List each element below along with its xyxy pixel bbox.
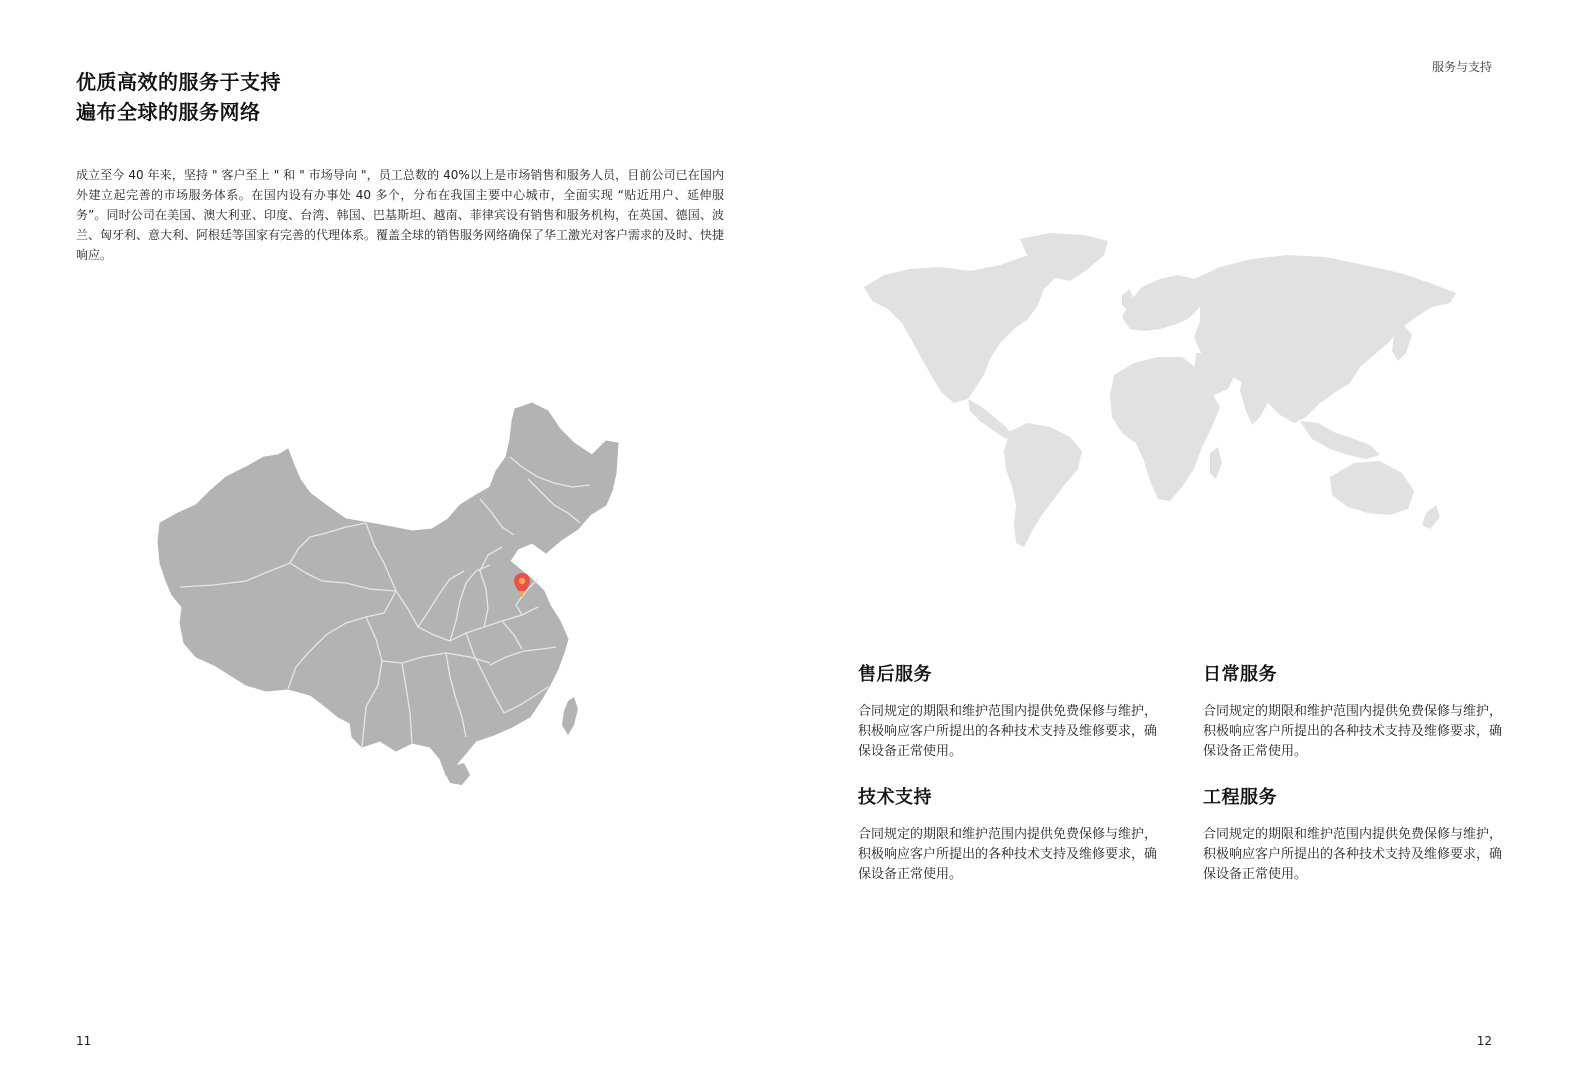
world-map bbox=[860, 225, 1460, 555]
service-title: 工程服务 bbox=[1203, 787, 1277, 808]
china-map bbox=[150, 395, 620, 790]
southeast-asia bbox=[1300, 421, 1380, 459]
europe bbox=[1122, 275, 1204, 331]
taiwan-outline bbox=[562, 697, 578, 735]
service-description: 合同规定的期限和维护范围内提供免费保修与维护，积极响应客户所提出的各种技术支持及维修要求，确保设备正常使用。 bbox=[858, 827, 1158, 882]
page-number-left: 11 bbox=[76, 1034, 92, 1048]
service-description: 合同规定的期限和维护范围内提供免费保修与维护，积极响应客户所提出的各种技术支持及维修要求，确保设备正常使用。 bbox=[1203, 827, 1503, 882]
world-landmasses bbox=[864, 233, 1456, 547]
australia bbox=[1330, 461, 1414, 515]
service-description: 合同规定的期限和维护范围内提供免费保修与维护，积极响应客户所提出的各种技术支持及维修要求，确保设备正常使用。 bbox=[1203, 704, 1503, 759]
service-card-after-sales bbox=[858, 662, 1158, 762]
north-america bbox=[864, 249, 1066, 403]
page-title-line-2: 遍布全球的服务网络 bbox=[76, 100, 261, 124]
page-number-right: 12 bbox=[1476, 1034, 1492, 1048]
intro-paragraph: 成立至今 40 年来，坚持 " 客户至上 " 和 " 市场导向 "，员工总数的 40%以上是市场销售和服务人员，目前公司已在国内外建立起完善的市场服务体系。在国内设有办事处 40 多个，分布在我国主要中心城市，全面实现 “贴近用户、延伸服务”。同时公司在美国、澳大利亚、印度、台湾、韩国、巴基斯坦、越南、菲律宾设有销售和服务机构，在英国、德国、波兰、匈牙利、意大利、阿根廷等国家有完善的代理体系。覆盖全球的销售服务网络确保了华工激光对客户需求的及时、快捷响应。 bbox=[76, 168, 725, 262]
service-card-daily bbox=[1203, 662, 1503, 762]
south-america bbox=[1004, 423, 1082, 547]
new-zealand bbox=[1422, 505, 1440, 529]
central-america bbox=[968, 399, 1012, 439]
service-title: 售后服务 bbox=[858, 664, 932, 685]
page-title-line-1: 优质高效的服务于支持 bbox=[76, 70, 281, 94]
service-title: 技术支持 bbox=[858, 787, 932, 808]
section-label: 服务与支持 bbox=[1431, 60, 1492, 74]
service-card-tech-support bbox=[858, 785, 1158, 885]
service-description: 合同规定的期限和维护范围内提供免费保修与维护，积极响应客户所提出的各种技术支持及维修要求，确保设备正常使用。 bbox=[858, 704, 1158, 759]
service-card-engineering bbox=[1203, 785, 1503, 885]
africa bbox=[1110, 357, 1220, 501]
service-title: 日常服务 bbox=[1203, 664, 1277, 685]
china-outline bbox=[158, 403, 618, 775]
madagascar bbox=[1210, 447, 1222, 479]
asia bbox=[1194, 255, 1456, 423]
